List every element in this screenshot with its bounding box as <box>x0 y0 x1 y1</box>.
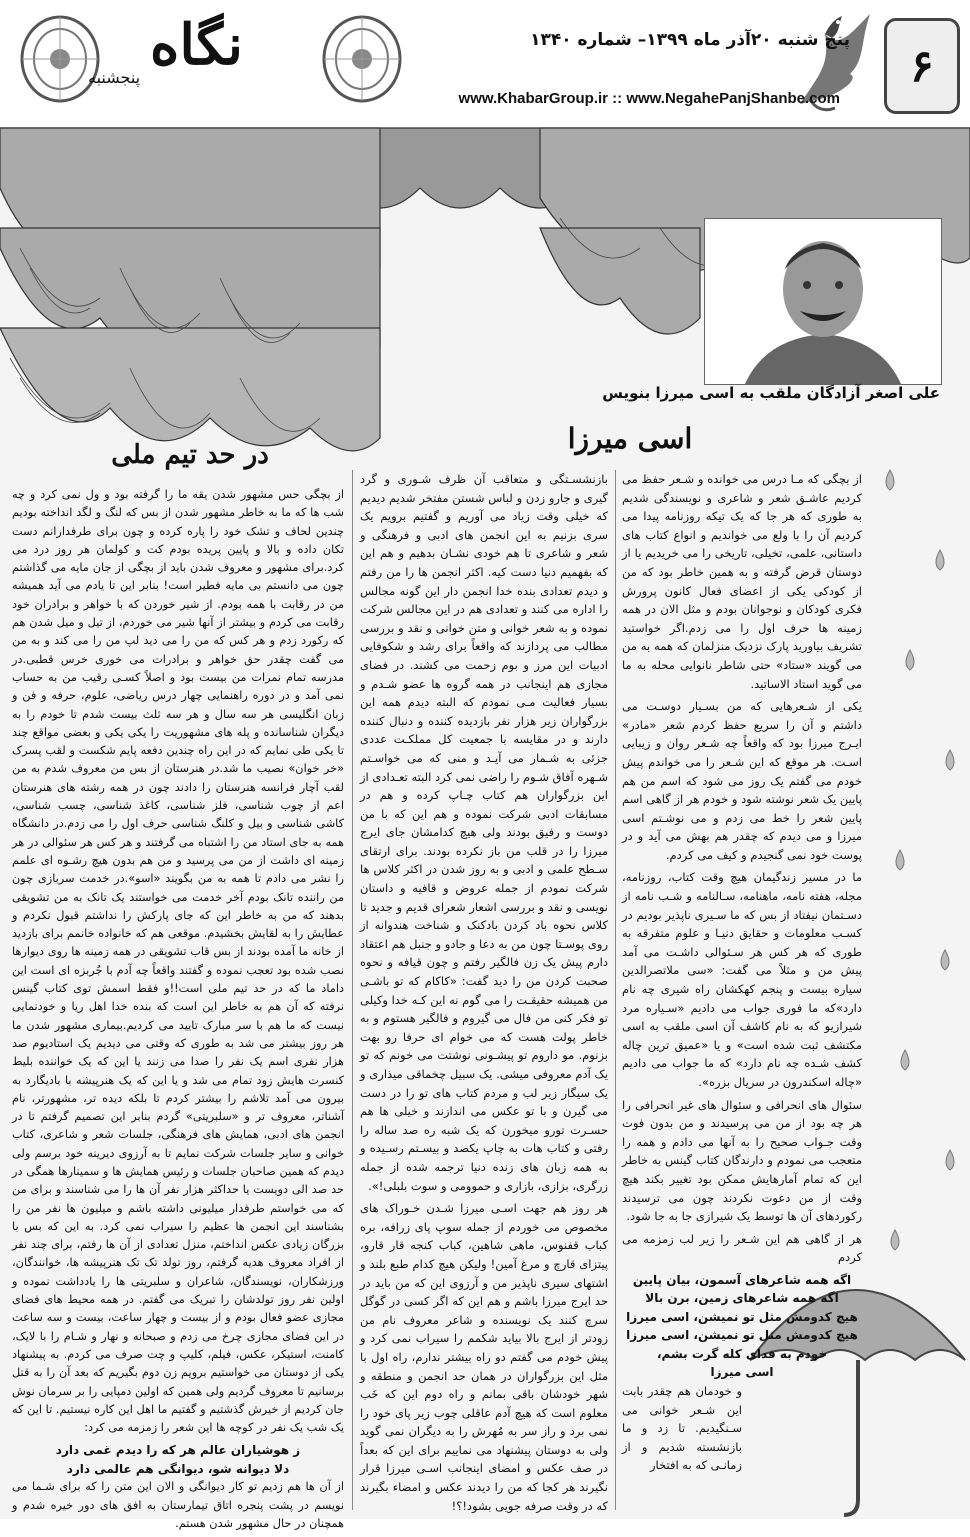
paragraph: یکی از شـعرهایی که من بسـیار دوسـت می داشتم و آن را سریع حفظ کردم شعر «مادر» ایـرج میرزا بود که واقعاً چه شـعر روان و زیبایی اسـت. هر موقع که این شـعر را می خواندم پیش خودم می گفتم یک روز می شود که اسم من هم پایین یک شعر نوشته شود و خودم هر از گاهی اسم پایین شعر را خط می زدم و می نوشـتم اسی میرزا و می دیدم که چقدر هم بهش می آید و در پوست خود نمی گنجیدم و کیف می کردم. <box>622 699 862 862</box>
paragraph: سئوال های انحرافی و سئوال های غیر انحرافی را هر چه بود از من می پرسیدند و من بدون فوت وقت جـواب صحیح را به آنها می دادم و همه را متعجب می نمودم و دارندگان کتاب گینس به خاطر این که تمام آمارهایش ممکن بود تغییر بکند هیچ وقت از من دعوت نکردند چون می ترسیدند رکوردهای آن ها توسط یک شیرازی جا به جا شود. <box>622 1097 862 1224</box>
paragraph: از آن ها هم زدیم تو کار دیوانگی و الان این متن را که برای شـما می نویسم در پشت پنجره اتاق تیمارستان به افق های دور خیره شدم و همچنان در حال مشهور شدن هستم. <box>12 1480 344 1531</box>
page-header <box>0 0 970 130</box>
main-article-col-middle <box>360 470 608 1519</box>
poem-line: اگه همه شاعرهای زمین، برن بالا <box>645 1291 839 1306</box>
masthead-subtitle: پنجشنبه <box>88 68 141 87</box>
poem-line: هیچ کدومش مثل تو نمیشن، اسی میرزا <box>626 1309 858 1324</box>
main-article-title: اسی میرزا <box>567 422 693 455</box>
issue-dateline: پنج شنبه ۲۰آذر ماه ۱۳۹۹– شماره ۱۳۴۰ <box>530 30 850 50</box>
paragraph: و خودمان هم چقدر بابت این شـعر خوانی می سـنگیدیم. تا زد و ما بازنشسته شدیم و از زمانـی که به افتخار <box>622 1383 742 1473</box>
side-article-title: در حد تیم ملی <box>111 440 269 470</box>
photo-caption: علی اصغر آزادگان ملقب به اسی میرزا بنویس <box>602 384 940 402</box>
ornament-right-icon <box>320 12 405 107</box>
column-divider <box>615 470 616 1510</box>
poem-line: خودم به فدای کله گرت بشم، <box>656 1346 828 1361</box>
paragraph: ما در مسیر زندگیمان هیچ وقت کتاب، روزنامه، مجله، هفته نامه، ماهنامه، سـالنامه و شـب نامه از دسـتمان نیفتاد از بس که ما سـیری ناپذیر بودیم در کسـب معلومات و حقایق دنیـا و علوم متفرقه به طوری که هر کس هر سـئوالی داشـت می آمد پیش من و مثلاً می گفت: «سی ملاتصرالدین سیاره بیست و پنجم کهکشان راه شیری چه نام دارد»که ما فوری جواب می دادیم «سـیاره مرد شیرازیو که به نام کاشف آن اسی ملقب به اسی مکتشف ثبت شده است» و یا «عمیق ترین چاله کشف شـده چه نام دارد» که ما جواب می دادیم «چاله اسکندرون در سریال بزره». <box>622 870 862 1089</box>
poem-line: ز هوشیاران عالم هر که را دیدم غمی دارد <box>55 1443 301 1458</box>
paragraph: از بچگی حس مشهور شدن یقه ما را گرفته بود و ول نمی کرد و چه شب ها که ما به خاطر مشهور شدن از بس که لنگ و لگد انداخته بودیم چندین لحاف و تشک خود را پاره کرده و چون برای طرفدارانم دست تکان داده و بالا و پایین پریده بودم کت و کولمان هر روز درد می کرد.برای مشهور و معروف شدن باید از بچگی از جان مایه می گذاشتم چون می دانستم بی مایه فطیر است! بنابر این تا یادم می آید همیشه من در رقابت با همه بودم. از شیر خوردن که با خواهر و برادران خود رقابت می کردم و بیشتر از آنها شیر می خوردم، از تیل و میل شدن هم که رکورد زدم و هر کس که من را می دید لپ من را می کند و به من می گفت چقدر حق خواهر و برادرات می خوری خرس قطبی.در مدرسه تمام نمرات من بیست بود و اصلاً کسـی رقیب من به حساب نمی آمد و در دوره راهنمایی چهار درس ریاضی، علوم، حرفه و فن و زبان انگلیسی هر سه سال و هر سه ثلث بیست شدم تا خودم را به دیگران شناسانده و پله های مشهوریت را یکی یکی و بعضی مواقع چند تا یکی طی نمایم که در این راه چندین دفعه پایم شکست و لقب پسرک «خر خوان» نصیب ما شد.در هنرستان از بس من معروف شدم به من لقب آچار فرانسه هنرستان را دادند چون در همه رشته های هنرستان اعم از چوب شناسی، فلز شناسی، کاغذ شناسی، چسب شناسی، کاشی شناسی و بیل و کلنگ شناسی حرف اول را می زدم.در دانشگاه همه به جای استاد من را اشتباه می گرفتند و هر کس هر سئوالی در هر زمینه ای داشت از من می پرسید و من هم بدون هیچ رشـوه ای علمم را نشر می دادم تا همه به من بگویند «اسو».در خدمت سربازی چون من راننده تانک بودم آخر خدمت می خواستند یک تانک به من تشویقی بدهند که من به خاطر این که جای پارکش را نداشتم قبول نکردم و عطایش را به لقایش بخشیدم. موقعی هم که خانواده خانمم برای بازدید از خانه ما آمده بودند از بس قاب تشویقی در همه زمینه ها روی دیوارها نصب شده بود تعجب نموده و گفتند واقعاً چه آدم با جُربزه ای است این داماد ما که در حد تیم ملی است!!و فقط اسمش توی کتاب گینس نرفته که آن هم به خاطر این است که بنده خدا اهل ریا و خودنمایی نیست که ما هم با سر مبارک تایید می کردیم.بیماری مشهور شدن ما هر روز بیشتر می شد به طوری که وقتی می دیدیم یک استادیوم صد هزار نفری اسم یک نفر را صدا می زنند یا این که یک خواننده بلیط کنسرت هایش زود تمام می شد و یا این که یک هنرپیشه با بادیگارد به بیرون می آمد تلاشم را بیشتر کردم تا بلکه دیده تر، مشهورتر، نام آشناتر، معروف تر و «سلبریتی» گردم بنابر این تصمیم گرفتم تا در انجمن های ادبی، همایش های فرهنگی، جلسات شعر و شاعری، کتاب خوانی و سایر جلسات شرکت نمایم تا به آرزوی دیرینه خود برسم ولی دیدم که همین صاحبان جلسات و رئیس همایش ها و سمینارها همگی در حد صد الی دویست یا حداکثر هزار نفر آن ها را می شناسند و برای من که می خواستم طرفدار میلیونی داشته باشم و میلیون ها نفر من را بشناسند این انجمن ها عظیم را سیراب نمی کرد. به این که بس با بزرگان زیادی عکس انداختم، منزل تعدادی از آن ها رفتم، برای چند نفر از افراد معروف هدیه گرفتم، روز تولد تک تک هنرپیشه ها، خوانندگان، ورزشکاران، نویسندگان، شاعران و سلبریتی ها را یادداشت نموده و اولین نفر روز تولدشان را تبریک می گفتم. در همه محیط های فضای مجازی عضو فعال بودم و از بیست و چهار ساعت، بیست و سه ساعت در این فضای مجازی چرخ می زدم و صبحانه و نهار و شـام را با لایک، کامنت، استیکر، عکس، فیلم، کلیپ و چت صرف می کردم. به پیشنهاد یکی از دوستان می خواستیم برویم زن دوم بگیریم که بعد آن را به قتل برسانیم تا معروف گردیم ولی همین که اولین دمپایی را بر سرمان نوش جان کردیم از خیرش گذشتیم و گفتیم ما اهل این کاره نیستیم. تا این که یک شب یک نفر در کوچه ها این شعر را زمزمه می کرد: <box>12 488 344 1435</box>
poem <box>622 1271 862 1382</box>
masthead-logo: نگاه <box>150 12 243 78</box>
poem-line: هیچ کدومش مثل تو نمیشن، اسی میرزا <box>626 1328 858 1343</box>
paragraph: هر روز هم جهت اسـی میرزا شـدن خـوراک های مخصوص می خوردم از جمله سوپ پای زرافه، بره کباب قفنوس، ماهی شاهین، کباب کنجه قار قارو، پیتزای قارچ و مرغ آمین! ولیکن هیچ کدام طبع بلند و اشتهای سیری ناپذیر من و آرزوی این که من باید در حد ایرج میرزا باشم و هم این که اگر کسی در گوگل سرچ کنند یک نویسنده و شاعر معروف نام من زودتر از ایرج بالا بیاید شکمم را سیراب نمی کرد و پیش خودم می گفتم دو راه بیشتر ندارم، راه اول با مثل این بزرگواران در همان حد انجمن و منطقه و شهر خودشان باقی بمانم و راه دوم این که خَب معلوم است که هیچ آدم عاقلی چوب زیر پای خود را نمی برد و راز سر به مُهرش را به دیگران نمی گوید ولی به دوستان پیشنهاد می نماییم برای این که بعداً در صف عکس و امضای اینجانب اسـی میرزا قرار نگیرند هر کجا که من را دیدند عکس و امضاء بگیرند که در وقت صرفه جویی بشود!؟! <box>360 1201 608 1513</box>
column-divider <box>352 470 353 1510</box>
website-urls: www.KhabarGroup.ir :: www.NegahePanjShanbe.com <box>458 90 840 107</box>
poem-line: دلا دیوانه شو، دیوانگی هم عالمی دارد <box>66 1461 290 1476</box>
author-photo <box>704 218 942 385</box>
side-article-body <box>12 486 344 1537</box>
ornament-left-icon <box>18 12 103 107</box>
paragraph: از بچگی که مـا درس می خوانده و شـعر حفظ می کردیم عاشـق شعر و شاعری و نویسندگی شدیم به طوری که هر جا که یک تیکه روزنامه پیدا می کردیم آن را با ولع می خواندیم و انواع کتاب های داستانی، علمی، تخیلی، تاریخی را می خریدیم یا از دوستان قرض گرفته و به همین خاطر بود که من از کودکی یکی از اعضای فعال کانون پرورش فکری کودکان و نوجوانان بودم و مثل الان در همه زمینه ها حرف اول را می زدم.اگر خواستید تشریف بیاورید پارک نزدیک منزلمان که همه به من می گویند «ستاد» حتی شاطر نانوایی محله به ما می گوید استاد الاساتید. <box>622 472 862 691</box>
paragraph: هر از گاهی هم این شـعر را زیر لب زمزمه می کردم <box>622 1231 862 1265</box>
poem-line: اگه همه شاعرهای آسمون، بیان پایین <box>632 1272 852 1287</box>
poem-line: اسی میرزا <box>710 1365 774 1380</box>
page-number: ۶ <box>884 18 960 114</box>
main-article-col-right <box>622 470 862 1479</box>
paragraph: بازنشسـتگی و متعاقب آن ظرف شـوری و گرد گیری و جارو زدن و لباس شستن مفتخر شدیم دیدیم که خیلی وقت زیاد می آوریم و گفتیم برویم یک سری بزنیم به این انجمن های ادبی و فرهنگی و شعر و شاعری تا هم خودی نشـان بدهیم و هم این که بفهمیم دنیا دست کیه. اکثر انجمن ها را من رفتم و دیدم تعدادی بنده خدا انجمن دار این گونه مجالس را اداره می کنند و تعدادی هم در این مجالس شرکت نموده و به شعر خوانی و متن خوانی و نقد و بررسی مطالب می پردازند که واقعاً برای رشد و شکوفایی ادبیات این مرز و بوم زحمت می کشند. در فضای مجازی هم اینجانب در همه گروه ها عضو شـدم و بسیار فعالیت مـی نمودم که البته دیدم همه این بزرگواران زیر هزار نفر بازدیده کننده و دنبال کننده دارند و در مقایسه با جمعیت کل مملکـت عددی جزئی به شـمار می آیـد و منی که می خواسـتم شـهره آفاق شـوم را راضی نمی کرد البته تعـدادی از این بزرگواران هم کتاب چـاپ کرده و هم در مسابقات ادبی شرکت نموده و هم این که با من دوست و رفیق بودند ولی هیچ کدامشان جای ایرج میرزا را در قلب من باز نکرده بودند. برای ارتقای سـطح علمی و ادبی و به روز شدن در اکثر کلاس ها شرکت نمودم از جمله عروض و قافیه و داستان نویسی و نقد و بررسی اشعار شعرای قدیم و جدید تا کلاس نحوه باد کردن بادکنک و شناخت هندوانه از روی پوسـتا چون من به دعا و جادو و جنبل هم اعتقاد دارم پیش یک زن فالگیر رفتم و چون قیافه و نحوه صحبت کردن من را دید گفت: «کاکام که تو باشـی من همیشه حقیقـت را می گوم نه این کـه خدا وکیلی تو فکر کنی من فال می گیروم و فالگیر هستوم و به خاطر پولت هست که می خوام ای حرفا رو بهت بزنوم. مو داروم تو پیشـونی نوشتت می خونم که تو یک آدم معروفی میشی. یک سبیل چخماقی میذاری و یک سیگار زیر لب و مردم کتاب های تو را در دست می گیرن و با تو عکس می اندازند و خیلی ها هم حسـرت تورو میخورن که یک شبه ره صد ساله را رفتی و کتاب هات به چاپ یکصد و بیسـتم رسـیده و به همه زبان های زنده دنیا ترجمه شده از جمله زرگری، بزازی، بازاری و حموومی و سوت بلبلی!». <box>359 472 608 1193</box>
poem <box>12 1441 344 1478</box>
